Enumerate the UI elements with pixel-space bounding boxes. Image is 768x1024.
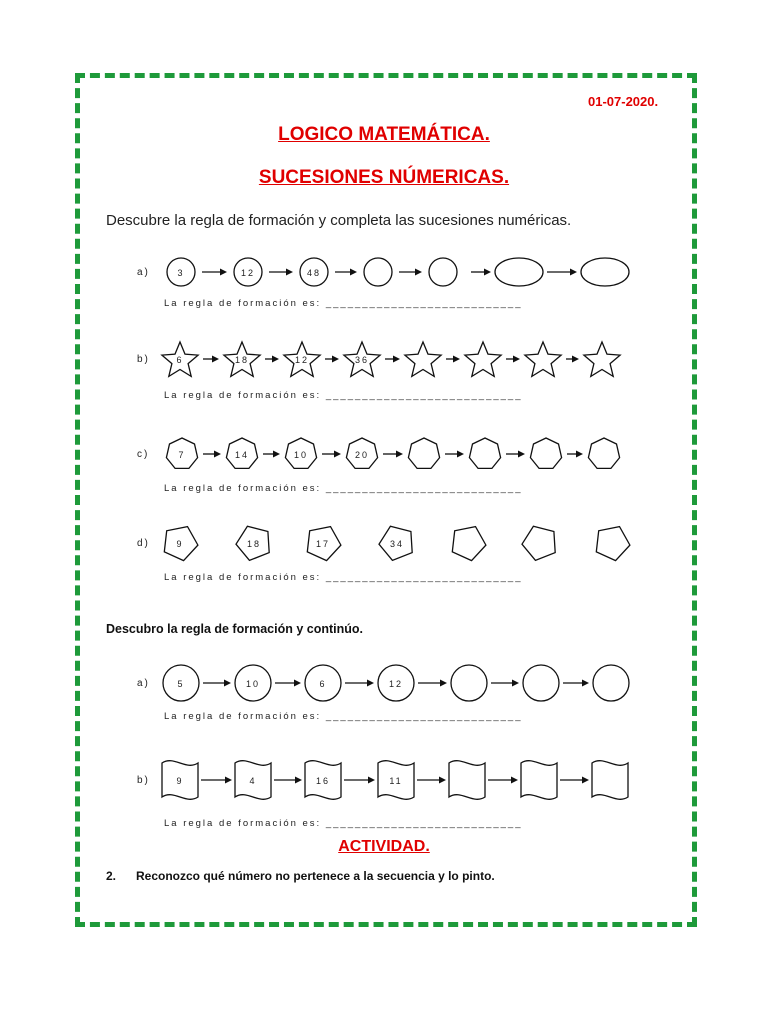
activity-title: ACTIVIDAD. (338, 838, 430, 855)
arrow-head (511, 777, 518, 784)
arrow-head (393, 356, 400, 363)
arrow-head (582, 777, 589, 784)
arrow-head (576, 451, 583, 458)
pentagon-shape (522, 526, 555, 560)
item-number: 2. (106, 869, 117, 883)
rule-line: La regla de formación es: ___________________________ (164, 818, 523, 829)
sequence-value: 34 (389, 539, 405, 549)
arrow-head (368, 777, 375, 784)
sequence-value: 20 (354, 450, 370, 460)
heptagon-shape (408, 438, 439, 468)
section2-heading: Descubro la regla de formación y continúo. (106, 622, 363, 636)
circle-shape (429, 258, 457, 286)
instruction-text: Descubre la regla de formación y completa las sucesiones numéricas. (106, 212, 572, 229)
star-shape (584, 342, 620, 376)
star-shape (405, 342, 441, 376)
sequence-value: 12 (388, 679, 404, 689)
arrow-head (512, 680, 519, 687)
arrow-head (224, 680, 231, 687)
date-label: 01-07-2020. (588, 94, 659, 109)
sequence-value: 5 (177, 679, 185, 689)
sequence-value: 14 (234, 450, 250, 460)
arrow-head (294, 680, 301, 687)
sequence-value: 4 (249, 776, 257, 786)
sequence-value: 12 (294, 355, 310, 365)
sequence-value: 6 (319, 679, 327, 689)
row-letter: c) (137, 449, 150, 460)
arrow-head (453, 356, 460, 363)
wave-shape (449, 761, 485, 800)
arrow-head (415, 269, 422, 276)
arrow-head (457, 451, 464, 458)
heptagon-shape (588, 438, 619, 468)
sequence-value: 11 (389, 776, 403, 786)
arrow-head (225, 777, 232, 784)
arrow-head (334, 451, 341, 458)
row-letter: b) (137, 775, 150, 786)
sequence-value: 48 (306, 268, 322, 278)
row-letter: d) (137, 538, 150, 549)
circle-shape (523, 665, 559, 701)
sequence-value: 18 (246, 539, 262, 549)
circle-shape (364, 258, 392, 286)
arrow-head (518, 451, 525, 458)
star-shape (465, 342, 501, 376)
sequence-value: 10 (245, 679, 261, 689)
arrow-head (582, 680, 589, 687)
circle-shape (451, 665, 487, 701)
arrow-head (220, 269, 227, 276)
arrow-head (273, 451, 280, 458)
circle-shape (593, 665, 629, 701)
sequence-value: 3 (177, 268, 185, 278)
sequence-value: 6 (176, 355, 184, 365)
sequence-value: 9 (176, 539, 184, 549)
rule-line: La regla de formación es: ___________________________ (164, 572, 523, 583)
sequence-value: 10 (293, 450, 309, 460)
row-letter: a) (137, 678, 150, 689)
page-title: LOGICO MATEMÁTICA. (278, 124, 490, 145)
arrow-head (484, 269, 491, 276)
arrow-head (295, 777, 302, 784)
arrow-head (286, 269, 293, 276)
sequence-value: 18 (234, 355, 250, 365)
wave-shape (521, 761, 557, 800)
arrow-head (272, 356, 279, 363)
rule-line: La regla de formación es: ___________________________ (164, 483, 523, 494)
heptagon-shape (469, 438, 500, 468)
rule-line: La regla de formación es: ___________________________ (164, 711, 523, 722)
arrow-head (350, 269, 357, 276)
row-letter: a) (137, 267, 150, 278)
arrow-head (572, 356, 579, 363)
item-text: Reconozco qué número no pertenece a la secuencia y lo pinto. (136, 869, 495, 883)
arrow-head (396, 451, 403, 458)
sequence-value: 9 (176, 776, 184, 786)
pentagon-shape (596, 527, 630, 561)
arrow-head (332, 356, 339, 363)
sequence-value: 17 (315, 539, 331, 549)
arrow-head (367, 680, 374, 687)
arrow-head (212, 356, 219, 363)
arrow-head (570, 269, 577, 276)
arrow-head (439, 777, 446, 784)
arrow-head (440, 680, 447, 687)
arrow-head (214, 451, 221, 458)
ellipse-shape (581, 258, 629, 286)
ellipse-shape (495, 258, 543, 286)
star-shape (525, 342, 561, 376)
row-letter: b) (137, 354, 150, 365)
sequence-value: 16 (315, 776, 331, 786)
page-subtitle: SUCESIONES NÚMERICAS. (258, 167, 510, 188)
sequence-value: 7 (178, 450, 186, 460)
wave-shape (592, 761, 628, 800)
rule-line: La regla de formación es: ___________________________ (164, 390, 523, 401)
rule-line: La regla de formación es: ___________________________ (164, 298, 523, 309)
sequence-value: 12 (240, 268, 256, 278)
pentagon-shape (452, 527, 486, 561)
sequence-value: 36 (354, 355, 370, 365)
heptagon-shape (530, 438, 561, 468)
arrow-head (513, 356, 520, 363)
